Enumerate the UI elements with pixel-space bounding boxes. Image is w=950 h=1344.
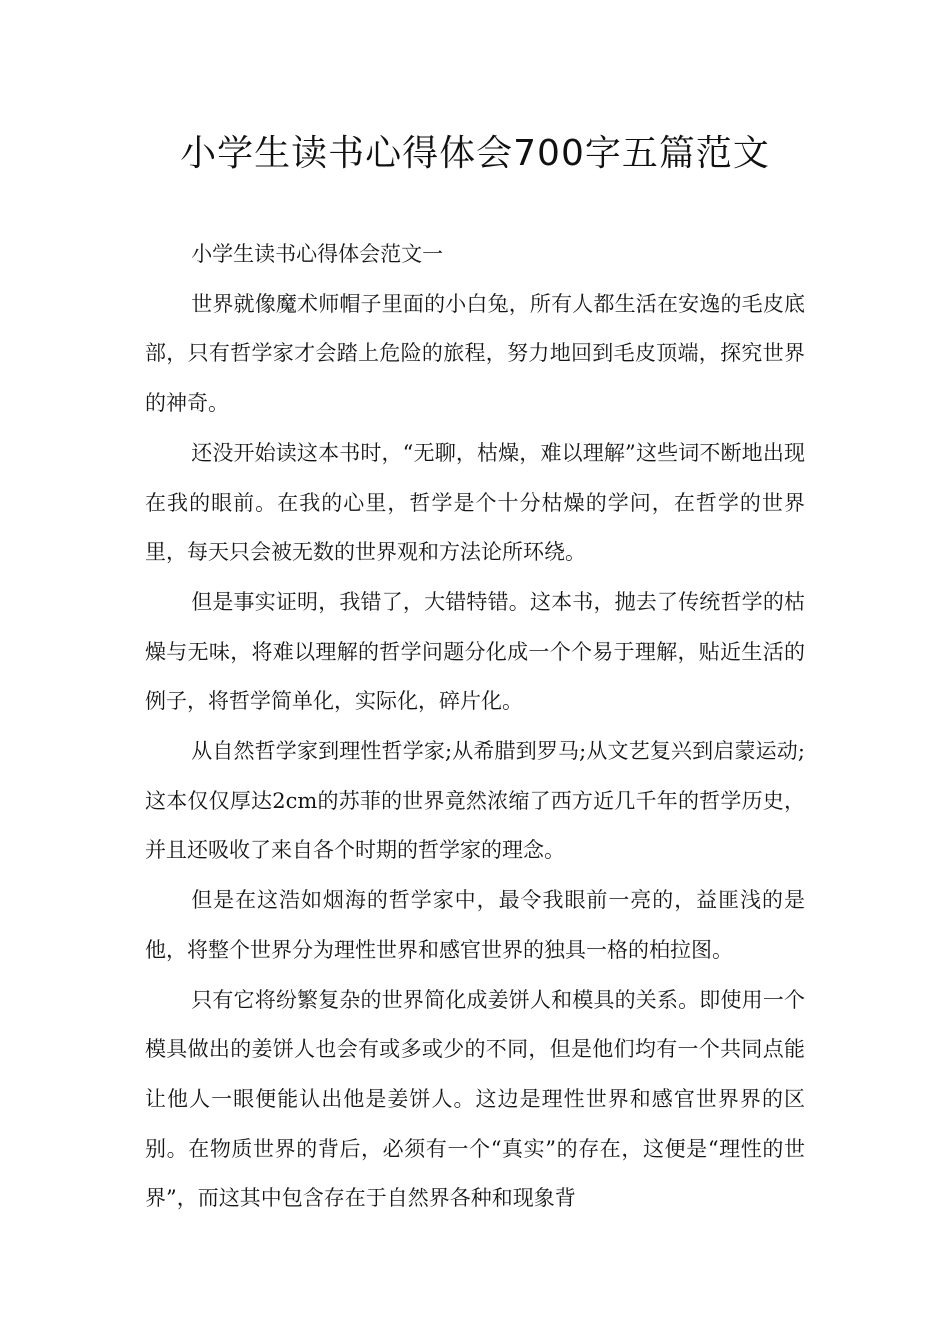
paragraph: 只有它将纷繁复杂的世界简化成姜饼人和模具的关系。即使用一个模具做出的姜饼人也会有或多或少的不同，但是他们均有一个共同点能让他人一眼便能认出他是姜饼人。这边是理性世界和感官世界界的区别。在物质世界的背后，必须有一个“真实”的存在，这便是“理性的世界”，而这其中包含存在于自然界各种和现象背: [145, 987, 805, 1211]
document-body: [145, 230, 805, 1224]
paragraph: 从自然哲学家到理性哲学家;从希腊到罗马;从文艺复兴到启蒙运动;这本仅仅厚达2cm的苏菲的世界竟然浓缩了西方近几千年的哲学历史，并且还吸收了来自各个时期的哲学家的理念。: [145, 739, 805, 863]
section-heading: 小学生读书心得体会范文一: [191, 242, 444, 266]
paragraph: 但是在这浩如烟海的哲学家中，最令我眼前一亮的，益匪浅的是他，将整个世界分为理性世界和感官世界的独具一格的柏拉图。: [145, 888, 805, 962]
paragraph: 还没开始读这本书时，“无聊，枯燥，难以理解”这些词不断地出现在我的眼前。在我的心里，哲学是个十分枯燥的学问，在哲学的世界里，每天只会被无数的世界观和方法论所环绕。: [145, 440, 805, 565]
paragraph: 世界就像魔术师帽子里面的小白兔，所有人都生活在安逸的毛皮底部，只有哲学家才会踏上危险的旅程，努力地回到毛皮顶端，探究世界的神奇。: [145, 291, 805, 416]
document-title: 小学生读书心得体会700字五篇范文: [180, 133, 770, 174]
paragraph: 但是事实证明，我错了，大错特错。这本书，抛去了传统哲学的枯燥与无味，将难以理解的哲学问题分化成一个个易于理解，贴近生活的例子，将哲学简单化，实际化，碎片化。: [145, 589, 805, 714]
